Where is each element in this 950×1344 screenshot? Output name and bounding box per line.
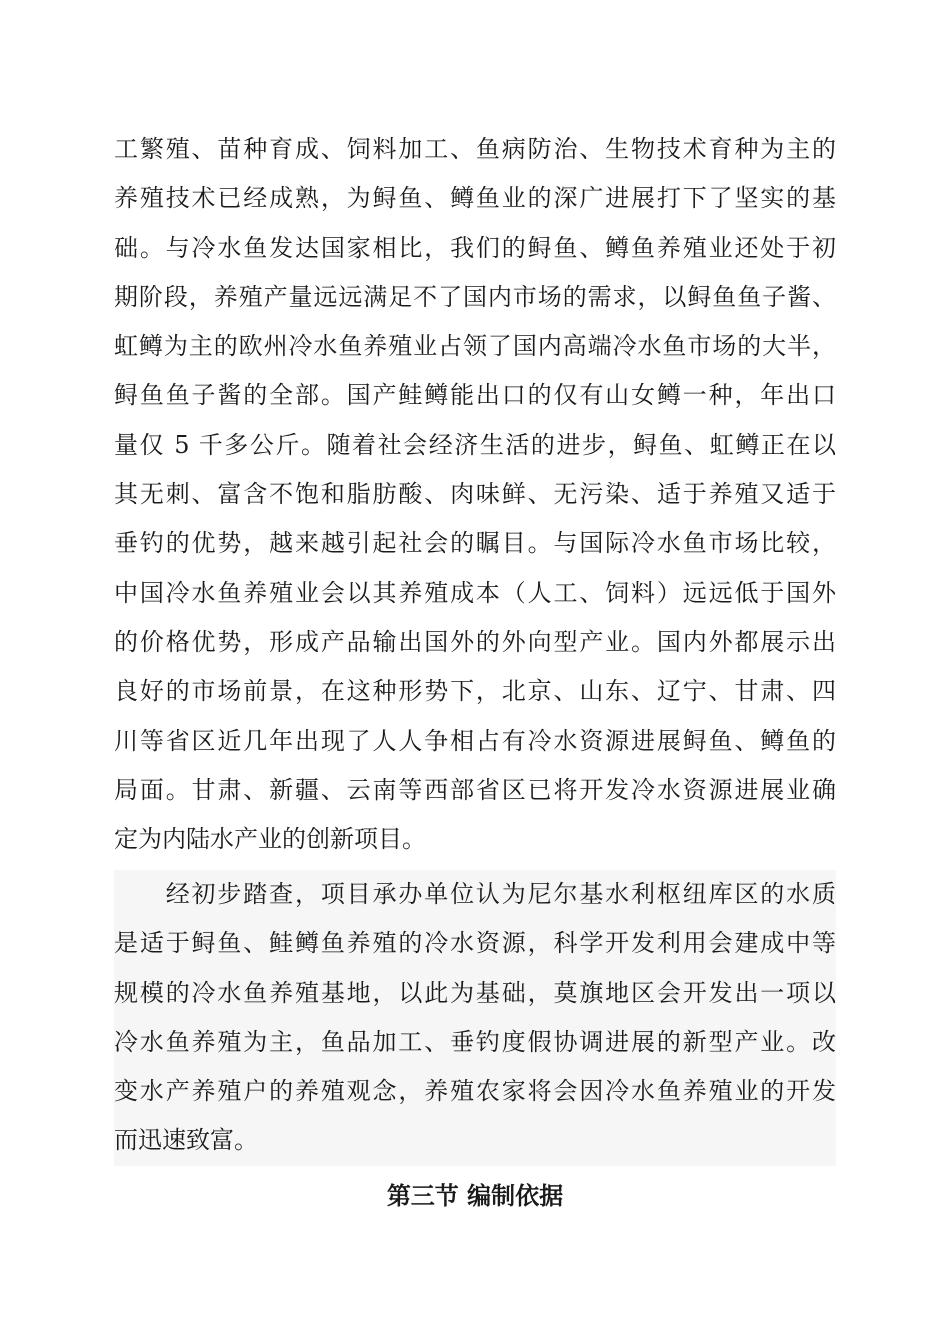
text-line: 局面。甘肃、新疆、云南等西部省区已将开发冷水资源进展业确 — [114, 775, 836, 804]
text-line: 虹鳟为主的欧州冷水鱼养殖业占领了国内高端冷水鱼市场的大半， — [114, 332, 836, 361]
paragraph-project-assessment — [114, 870, 836, 1166]
text-line: 中国冷水鱼养殖业会以其养殖成本（人工、饲料）远远低于国外 — [114, 578, 836, 607]
text-line: 量仅 5 千多公斤。随着社会经济生活的进步，鲟鱼、虹鳟正在以 — [114, 430, 836, 459]
text-line: 而迅速致富。 — [114, 1126, 258, 1155]
text-line: 变水产养殖户的养殖观念，养殖农家将会因冷水鱼养殖业的开发 — [114, 1077, 836, 1106]
paragraph-market-analysis — [114, 125, 836, 864]
text-line: 其无刺、富含不饱和脂肪酸、肉味鲜、无污染、适于养殖又适于 — [114, 480, 836, 509]
text-line: 垂钓的优势，越来越引起社会的瞩目。与国际冷水鱼市场比较， — [114, 529, 836, 558]
text-line: 础。与冷水鱼发达国家相比，我们的鲟鱼、鳟鱼养殖业还处于初 — [114, 233, 836, 262]
text-line: 养殖技术已经成熟，为鲟鱼、鳟鱼业的深广进展打下了坚实的基 — [114, 184, 836, 213]
text-line: 冷水鱼养殖为主，鱼品加工、垂钓度假协调进展的新型产业。改 — [114, 1027, 836, 1056]
text-line: 定为内陆水产业的创新项目。 — [114, 825, 426, 854]
section-heading: 第三节 编制依据 — [386, 1182, 564, 1210]
text-line: 鲟鱼鱼子酱的全部。国产鲑鳟能出口的仅有山女鳟一种，年出口 — [114, 381, 836, 410]
text-line: 是适于鲟鱼、鲑鳟鱼养殖的冷水资源，科学开发利用会建成中等 — [114, 929, 836, 958]
text-line: 经初步踏查，项目承办单位认为尼尔基水利枢纽库区的水质 — [114, 880, 836, 908]
text-line: 规模的冷水鱼养殖基地，以此为基础，莫旗地区会开发出一项以 — [114, 978, 836, 1007]
text-line: 的价格优势，形成产品输出国外的外向型产业。国内外都展示出 — [114, 627, 836, 656]
text-line: 川等省区近几年出现了人人争相占有冷水资源进展鲟鱼、鳟鱼的 — [114, 726, 836, 755]
text-line: 期阶段，养殖产量远远满足不了国内市场的需求，以鲟鱼鱼子酱、 — [114, 282, 836, 311]
text-line: 工繁殖、苗种育成、饲料加工、鱼病防治、生物技术育种为主的 — [114, 135, 836, 163]
text-line: 良好的市场前景，在这种形势下，北京、山东、辽宁、甘肃、四 — [114, 677, 836, 706]
